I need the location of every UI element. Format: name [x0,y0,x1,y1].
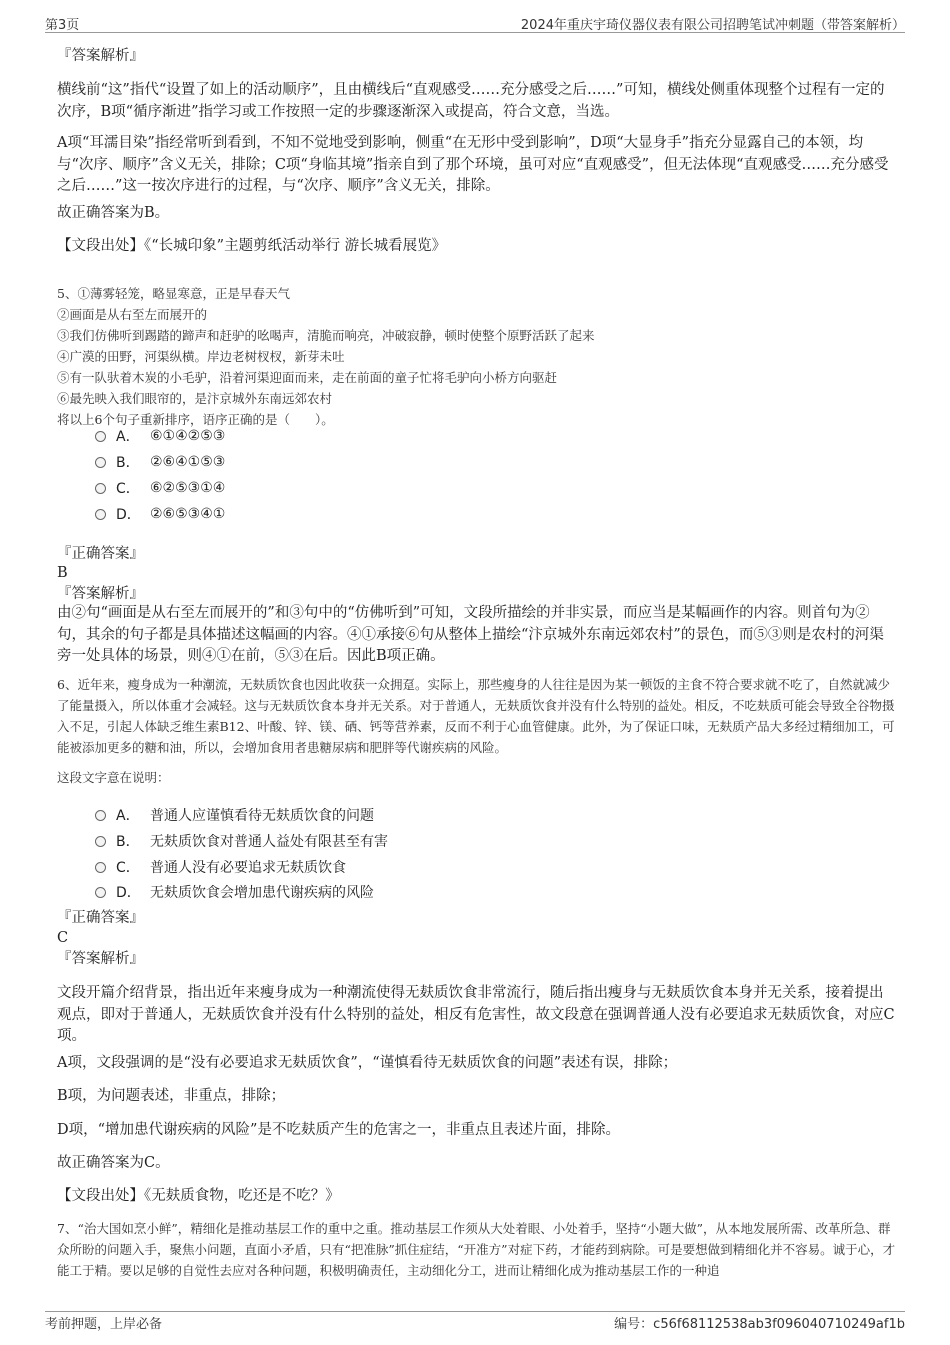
radio-icon[interactable] [95,509,106,520]
option-label: A． [116,808,140,824]
footer-slogan: 考前押题，上岸必备 [45,1317,163,1332]
option-label: B． [116,834,140,850]
document-id: 编号：c56f68112538ab3f096040710249af1b [614,1317,905,1332]
option-label: B． [116,455,140,471]
q6-stem: 6、近年来，瘦身成为一种潮流，无麸质饮食也因此收获一众拥趸。实际上，那些瘦身的人往往是因为某一顿饭的主食不符合要求就不吃了，自然就减少了能量摄入，所以体重才会减轻。这与无麸质饮食本身并无关系。对于普通人，无麸质饮食并没有什么特别的益处。相反，不吃麸质可能会导致全谷物摄入不足，引起人体缺乏维生素B12、叶酸、锌、镁、硒、钙等营养素，反而不利于心血管健康。此外，为了保证口味，无麸质产品大多经过精细加工，可能被添加更多的糖和油，所以，会增加食用者患糖尿病和肥胖等代谢疾病的风险。 [57,677,895,755]
q6-correct-answer: C [57,930,69,946]
q6-analysis-para5: 故正确答案为C。 [57,1155,170,1171]
q7-stem: 7、“治大国如烹小鲜”，精细化是推动基层工作的重中之重。推动基层工作须从大处着眼、小处着手，坚持“小题大做”，从本地发展所需、改革所急、群众所盼的问题入手，聚焦小问题，直面小矛盾，只有“把准脉”抓住症结，“开准方”对症下药，才能药到病除。可是要想做到精细化并不容易。诚于心，才能工于精。要以足够的自觉性去应对各种问题，积极明确责任，主动细化分工，进而让精细化成为推动基层工作的一种追 [57,1221,896,1278]
q5-line: 将以上6个句子重新排序，语序正确的是（ ）。 [57,412,334,427]
option-text: 无麸质饮食对普通人益处有限甚至有害 [150,834,388,850]
option-label: A． [116,429,140,445]
q6-option-c[interactable] [95,857,346,877]
q6-analysis-para3: B项，为问题表述，非重点，排除； [57,1088,286,1104]
option-text: ⑥①④②⑤③ [150,428,226,444]
q6-option-b[interactable] [95,831,388,851]
radio-icon[interactable] [95,483,106,494]
radio-icon[interactable] [95,457,106,468]
q6-option-a[interactable] [95,805,374,825]
q5-analysis: 由②句“画面是从右至左而展开的”和③句中的“仿佛听到”可知，文段所描绘的并非实景，而应当是某幅画作的内容。则首句为②句，其余的句子都是具体描述这幅画的内容。④①承接⑥句从整体上描绘“汴京城外东南远郊农村”的景色，而⑤③则是农村的河渠旁一处具体的场景，则④①在前，⑤③在后。因此B项正确。 [57,605,884,664]
radio-icon[interactable] [95,887,106,898]
q5-correct-answer: B [57,565,68,581]
option-text: ②⑥⑤③④① [150,506,226,522]
q6-analysis-label: 『答案解析』 [57,951,144,967]
option-text: 无麸质饮食会增加患代谢疾病的风险 [150,885,374,901]
q5-line: ⑥最先映入我们眼帘的，是汴京城外东南远郊农村 [57,391,333,406]
q5-line: ③我们仿佛听到踢踏的蹄声和赶驴的吆喝声，清脆而响亮，冲破寂静，顿时使整个原野活跃了起来 [57,328,595,343]
option-label: D． [116,507,141,523]
q5-correct-label: 『正确答案』 [57,546,144,562]
q4-analysis-label: 『答案解析』 [57,48,144,64]
q6-question: 这段文字意在说明： [57,770,170,785]
q6-analysis-para1: 文段开篇介绍背景，指出近年来瘦身成为一种潮流使得无麸质饮食非常流行，随后指出瘦身与无麸质饮食本身并无关系，接着提出观点，即对于普通人，无麸质饮食并没有什么特别的益处，相反有危害性，故文段意在强调普通人没有必要追求无麸质饮食，对应C项。 [57,985,895,1044]
document-title: 2024年重庆宇琦仪器仪表有限公司招聘笔试冲刺题（带答案解析） [520,18,905,33]
option-text: 普通人没有必要追求无麸质饮食 [150,860,346,876]
q5-option-c[interactable] [95,478,225,498]
radio-icon[interactable] [95,431,106,442]
q6-analysis-para2: A项，文段强调的是“没有必要追求无麸质饮食”，“谨慎看待无麸质饮食的问题”表述有误，排除； [57,1055,678,1071]
option-text: 普通人应谨慎看待无麸质饮食的问题 [150,808,374,824]
option-label: C． [116,860,140,876]
q6-source: 【文段出处】《无麸质食物，吃还是不吃？》 [57,1188,340,1204]
radio-icon[interactable] [95,836,106,847]
q5-analysis-label: 『答案解析』 [57,586,144,602]
option-text: ②⑥④①⑤③ [150,454,226,470]
q5-line: ④广漠的田野，河渠纵横。岸边老树杈杈，新芽未吐 [57,349,345,364]
q4-analysis-para1: 横线前“这”指代“设置了如上的活动顺序”，且由横线后“直观感受……充分感受之后……”可知，横线处侧重体现整个过程有一定的次序，B项“循序渐进”指学习或工作按照一定的步骤逐渐深入或提高，符合文意，当选。 [57,82,885,120]
radio-icon[interactable] [95,862,106,873]
q4-source: 【文段出处】《“长城印象”主题剪纸活动举行 游长城看展览》 [57,238,447,254]
footer-divider [45,1311,905,1312]
q6-option-d[interactable] [95,882,374,902]
q4-analysis-para2: A项“耳濡目染”指经常听到看到，不知不觉地受到影响，侧重“在无形中受到影响”，D项“大显身手”指充分显露自己的本领，均与“次序、顺序”含义无关，排除；C项“身临其境”指亲自到了那个环境，虽可对应“直观感受”，但无法体现“直观感受……充分感受之后……”这一按次序进行的过程，与“次序、顺序”含义无关，排除。 [57,135,889,194]
page-number: 第3页 [45,18,80,33]
option-label: D． [116,885,141,901]
q5-line: ⑤有一队驮着木炭的小毛驴，沿着河渠迎面而来，走在前面的童子忙将毛驴向小桥方向驱赶 [57,370,558,385]
q5-option-d[interactable] [95,504,225,524]
q5-stem [57,283,897,430]
option-label: C． [116,481,140,497]
q5-line: 5、①薄雾轻笼，略显寒意，正是早春天气 [57,286,290,301]
q6-analysis-para4: D项，“增加患代谢疾病的风险”是不吃麸质产生的危害之一，非重点且表述片面，排除。 [57,1122,620,1138]
q6-correct-label: 『正确答案』 [57,910,144,926]
page-header [45,12,905,34]
q5-option-a[interactable] [95,426,225,446]
header-divider [45,32,905,33]
q5-line: ②画面是从右至左而展开的 [57,307,208,322]
radio-icon[interactable] [95,810,106,821]
q5-option-b[interactable] [95,452,225,472]
option-text: ⑥②⑤③①④ [150,480,226,496]
q4-analysis-para3: 故正确答案为B。 [57,205,170,221]
